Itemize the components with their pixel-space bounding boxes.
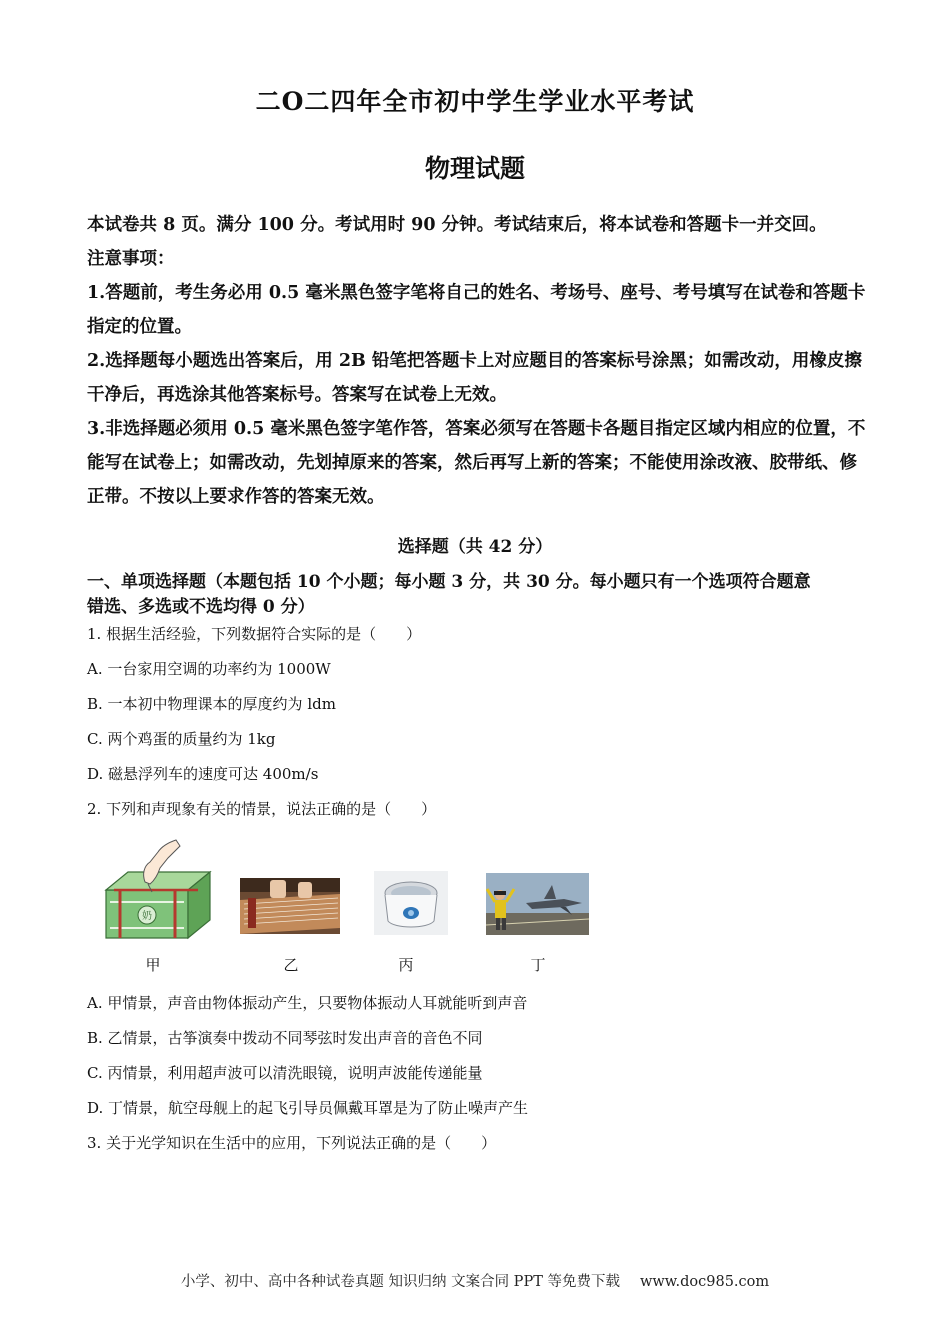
figure-caption-ding: 丁 [530, 956, 546, 974]
question-2-option-b: B. 乙情景，古筝演奏中拨动不同琴弦时发出声音的音色不同 [87, 1029, 483, 1047]
instructions-heading: 注意事项： [87, 249, 175, 269]
figure-bing-cleaner-image [374, 871, 448, 935]
part-heading-line-2: 错选、多选或不选均得 0 分） [87, 597, 315, 617]
footer-url[interactable]: www.doc985.com [639, 1274, 770, 1290]
instructions-intro: 本试卷共 8 页。满分 100 分。考试用时 90 分钟。考试结束后，将本试卷和答题卡一并交回。 [87, 215, 827, 235]
box-stamp-text: 奶 [142, 911, 152, 922]
question-1-option-c: C. 两个鸡蛋的质量约为 1kg [87, 730, 276, 748]
figure-caption-yi: 乙 [283, 956, 299, 974]
question-2-option-c: C. 丙情景，利用超声波可以清洗眼镜，说明声波能传递能量 [87, 1064, 483, 1082]
instruction-item-1: 1.答题前，考生务必用 0.5 毫米黑色签字笔将自己的姓名、考场号、座号、考号填写在试卷和答题卡指定的位置。 [87, 283, 866, 337]
figure-caption-jia: 甲 [145, 956, 161, 974]
part-heading-line-1: 一、单项选择题（本题包括 10 个小题；每小题 3 分，共 30 分。每小题只有一个选项符合题意 [87, 572, 811, 592]
figure-jia-box-image [100, 838, 215, 943]
question-1-option-b: B. 一本初中物理课本的厚度约为 ldm [87, 695, 336, 713]
figure-caption-bing: 丙 [398, 956, 414, 974]
question-1-stem: 1. 根据生活经验，下列数据符合实际的是（ ） [87, 625, 422, 643]
figure-yi-guzheng-image [240, 878, 340, 934]
section-title: 选择题（共 42 分） [397, 537, 553, 557]
exam-instructions [87, 208, 867, 514]
footer-text: 小学、初中、高中各种试卷真题 知识归纳 文案合同 PPT 等免费下载 [180, 1274, 620, 1290]
exam-subject: 物理试题 [424, 154, 525, 183]
question-1-option-d: D. 磁悬浮列车的速度可达 400m/s [87, 765, 319, 783]
figure-ding-carrier-image [486, 873, 589, 935]
question-1-option-a: A. 一台家用空调的功率约为 1000W [87, 660, 331, 678]
part-heading [87, 570, 877, 620]
page-footer [0, 1270, 950, 1291]
question-2-option-a: A. 甲情景，声音由物体振动产生，只要物体振动人耳就能听到声音 [87, 994, 528, 1012]
instruction-item-2: 2.选择题每小题选出答案后，用 2B 铅笔把答题卡上对应题目的答案标号涂黑；如需改动，用橡皮擦干净后，再选涂其他答案标号。答案写在试卷上无效。 [87, 351, 862, 405]
question-2-option-d: D. 丁情景，航空母舰上的起飞引导员佩戴耳罩是为了防止噪声产生 [87, 1099, 529, 1117]
question-3-stem: 3. 关于光学知识在生活中的应用，下列说法正确的是（ ） [87, 1134, 497, 1152]
instruction-item-3: 3.非选择题必须用 0.5 毫米黑色签字笔作答，答案必须写在答题卡各题目指定区域内相应的位置，不能写在试卷上；如需改动，先划掉原来的答案，然后再写上新的答案；不能使用涂改液、胶带纸、修正带。不按以上要求作答的答案无效。 [87, 419, 866, 507]
question-2-stem: 2. 下列和声现象有关的情景，说法正确的是（ ） [87, 800, 437, 818]
exam-title: 二O二四年全市初中学生学业水平考试 [255, 87, 695, 116]
